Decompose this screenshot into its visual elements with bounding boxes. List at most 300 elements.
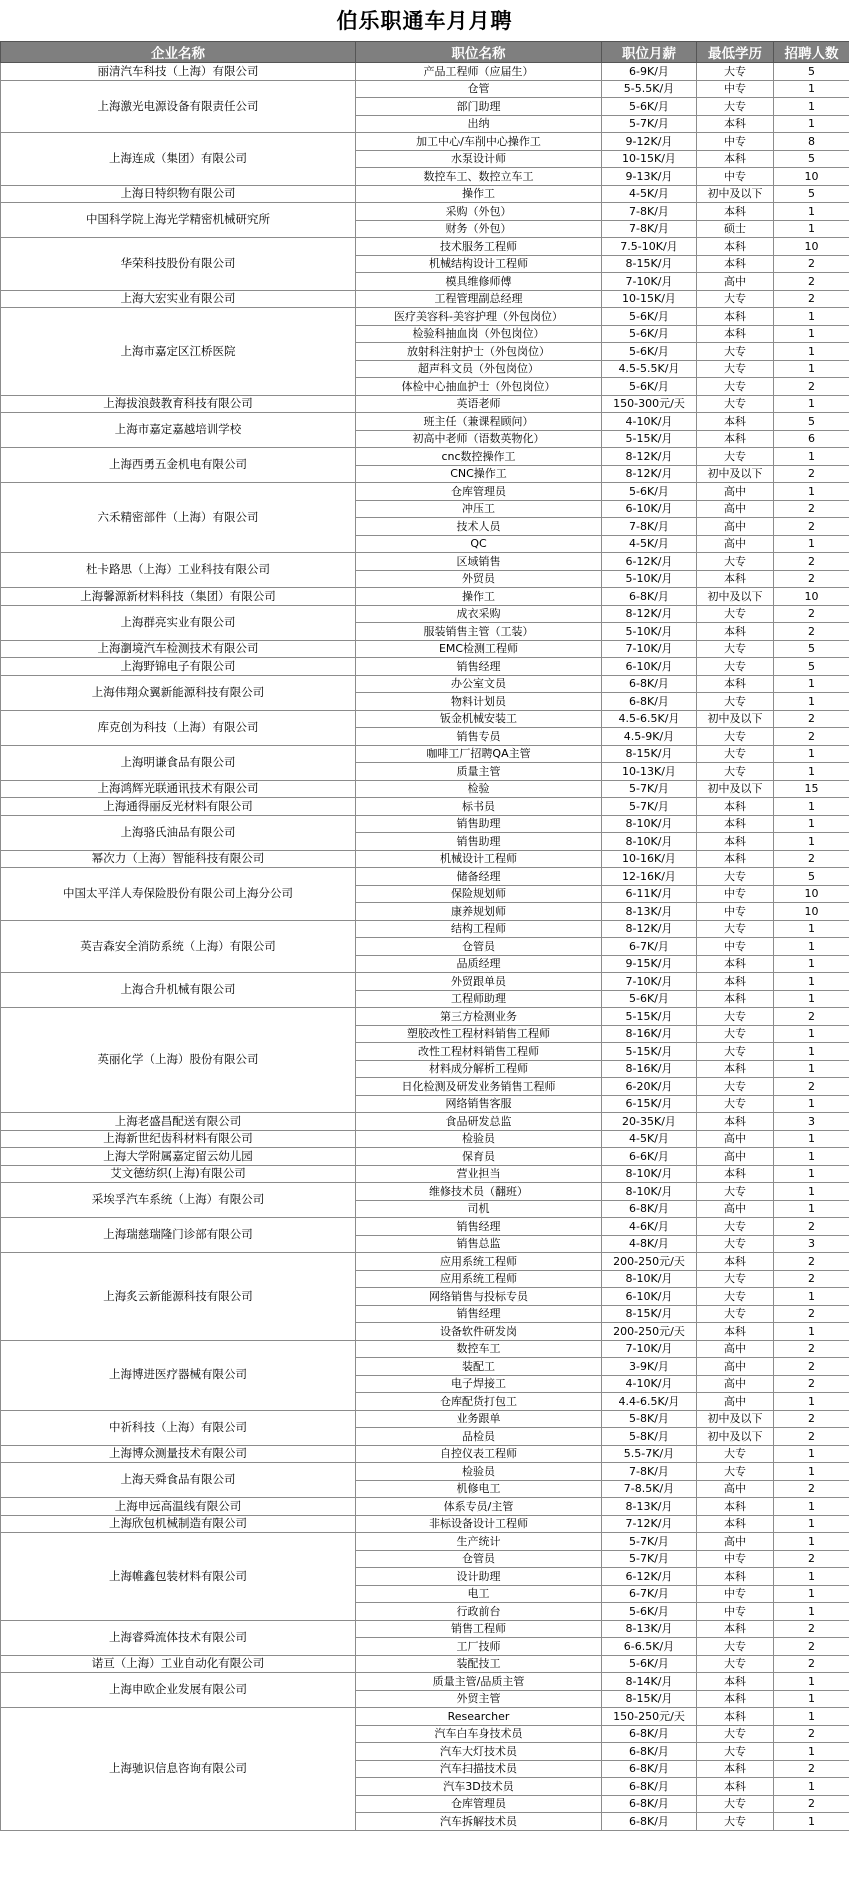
headcount-cell: 1 [774,973,849,991]
header-headcount: 招聘人数 [774,42,849,63]
education-cell: 本科 [697,1620,774,1638]
education-cell: 大专 [697,605,774,623]
company-cell: 上海骆氏油品有限公司 [1,815,356,850]
education-cell: 大专 [697,658,774,676]
education-cell: 大专 [697,1445,774,1463]
position-cell: 汽车拆解技术员 [356,1813,602,1831]
position-cell: 品质经理 [356,955,602,973]
position-cell: 外贸跟单员 [356,973,602,991]
position-cell: 外贸主管 [356,1690,602,1708]
salary-cell: 8-12K/月 [602,605,697,623]
company-cell: 英吉森安全消防系统（上海）有限公司 [1,920,356,973]
position-cell: 销售总监 [356,1235,602,1253]
position-cell: 区域销售 [356,553,602,571]
headcount-cell: 1 [774,1043,849,1061]
position-cell: 行政前台 [356,1603,602,1621]
headcount-cell: 1 [774,798,849,816]
position-cell: 英语老师 [356,395,602,413]
salary-cell: 5-6K/月 [602,1603,697,1621]
table-row [1,815,849,833]
salary-cell: 8-12K/月 [602,448,697,466]
company-cell: 上海西勇五金机电有限公司 [1,448,356,483]
headcount-cell: 1 [774,1130,849,1148]
salary-cell: 5-6K/月 [602,325,697,343]
header-education: 最低学历 [697,42,774,63]
education-cell: 高中 [697,518,774,536]
headcount-cell: 2 [774,255,849,273]
position-cell: 检验科抽血岗（外包岗位） [356,325,602,343]
salary-cell: 5-8K/月 [602,1428,697,1446]
company-cell: 上海市嘉定嘉越培训学校 [1,413,356,448]
education-cell: 硕士 [697,220,774,238]
education-cell: 初中及以下 [697,465,774,483]
salary-cell: 10-13K/月 [602,763,697,781]
headcount-cell: 2 [774,1008,849,1026]
headcount-cell: 2 [774,465,849,483]
education-cell: 大专 [697,1813,774,1831]
salary-cell: 6-20K/月 [602,1078,697,1096]
table-row [1,640,849,658]
headcount-cell: 5 [774,868,849,886]
headcount-cell: 10 [774,238,849,256]
headcount-cell: 1 [774,1095,849,1113]
headcount-cell: 1 [774,675,849,693]
header-salary: 职位月薪 [602,42,697,63]
salary-cell: 200-250元/天 [602,1253,697,1271]
table-row [1,710,849,728]
salary-cell: 8-15K/月 [602,1305,697,1323]
salary-cell: 5-6K/月 [602,990,697,1008]
position-cell: 部门助理 [356,98,602,116]
headcount-cell: 3 [774,1113,849,1131]
headcount-cell: 1 [774,203,849,221]
salary-cell: 8-15K/月 [602,1690,697,1708]
headcount-cell: 1 [774,308,849,326]
headcount-cell: 2 [774,1480,849,1498]
headcount-cell: 1 [774,990,849,1008]
salary-cell: 5-15K/月 [602,1043,697,1061]
company-cell: 库克创为科技（上海）有限公司 [1,710,356,745]
salary-cell: 4-10K/月 [602,413,697,431]
salary-cell: 9-15K/月 [602,955,697,973]
education-cell: 中专 [697,938,774,956]
table-row [1,1515,849,1533]
salary-cell: 200-250元/天 [602,1323,697,1341]
headcount-cell: 1 [774,343,849,361]
table-row [1,1113,849,1131]
education-cell: 本科 [697,1165,774,1183]
education-cell: 大专 [697,378,774,396]
company-cell: 上海鸿辉光联通讯技术有限公司 [1,780,356,798]
education-cell: 大专 [697,1743,774,1761]
education-cell: 初中及以下 [697,185,774,203]
company-cell: 上海日特织物有限公司 [1,185,356,203]
salary-cell: 6-10K/月 [602,500,697,518]
headcount-cell: 2 [774,1375,849,1393]
headcount-cell: 1 [774,1288,849,1306]
education-cell: 大专 [697,1655,774,1673]
table-row [1,1620,849,1638]
education-cell: 中专 [697,80,774,98]
education-cell: 本科 [697,973,774,991]
position-cell: 财务（外包） [356,220,602,238]
company-cell: 采埃孚汽车系统（上海）有限公司 [1,1183,356,1218]
education-cell: 中专 [697,903,774,921]
education-cell: 大专 [697,553,774,571]
salary-cell: 6-8K/月 [602,1813,697,1831]
education-cell: 本科 [697,990,774,1008]
education-cell: 本科 [697,623,774,641]
position-cell: 非标设备设计工程师 [356,1515,602,1533]
education-cell: 高中 [697,1358,774,1376]
education-cell: 大专 [697,1305,774,1323]
education-cell: 本科 [697,1568,774,1586]
education-cell: 大专 [697,640,774,658]
headcount-cell: 1 [774,1515,849,1533]
company-cell: 丽清汽车科技（上海）有限公司 [1,63,356,81]
company-cell: 诺亘（上海）工业自动化有限公司 [1,1655,356,1673]
education-cell: 大专 [697,360,774,378]
headcount-cell: 2 [774,623,849,641]
position-cell: 检验员 [356,1463,602,1481]
education-cell: 大专 [697,343,774,361]
salary-cell: 6-8K/月 [602,1795,697,1813]
education-cell: 中专 [697,1585,774,1603]
position-cell: 水泵设计师 [356,150,602,168]
salary-cell: 8-12K/月 [602,920,697,938]
position-cell: 班主任（兼课程顾问） [356,413,602,431]
company-cell: 上海博众测量技术有限公司 [1,1445,356,1463]
position-cell: 维修技术员（翻班） [356,1183,602,1201]
position-cell: 网络销售客服 [356,1095,602,1113]
salary-cell: 7-10K/月 [602,273,697,291]
headcount-cell: 2 [774,1078,849,1096]
education-cell: 本科 [697,1498,774,1516]
headcount-cell: 1 [774,1673,849,1691]
salary-cell: 7-10K/月 [602,973,697,991]
headcount-cell: 2 [774,500,849,518]
headcount-cell: 2 [774,570,849,588]
headcount-cell: 1 [774,1060,849,1078]
company-cell: 上海连成（集团）有限公司 [1,133,356,186]
position-cell: 操作工 [356,185,602,203]
headcount-cell: 1 [774,395,849,413]
education-cell: 初中及以下 [697,710,774,728]
headcount-cell: 1 [774,1603,849,1621]
company-cell: 上海野锦电子有限公司 [1,658,356,676]
education-cell: 大专 [697,745,774,763]
table-row [1,1340,849,1358]
position-cell: 仓管员 [356,938,602,956]
position-cell: 工程管理副总经理 [356,290,602,308]
company-cell: 上海拔浪鼓教育科技有限公司 [1,395,356,413]
education-cell: 本科 [697,1778,774,1796]
education-cell: 中专 [697,168,774,186]
position-cell: 汽车3D技术员 [356,1778,602,1796]
headcount-cell: 2 [774,1620,849,1638]
headcount-cell: 1 [774,745,849,763]
education-cell: 大专 [697,1463,774,1481]
education-cell: 中专 [697,1550,774,1568]
position-cell: 电工 [356,1585,602,1603]
headcount-cell: 5 [774,413,849,431]
salary-cell: 6-8K/月 [602,675,697,693]
position-cell: 网络销售与投标专员 [356,1288,602,1306]
salary-cell: 6-8K/月 [602,1760,697,1778]
position-cell: 数控车工 [356,1340,602,1358]
position-cell: 工程师助理 [356,990,602,1008]
position-cell: 汽车大灯技术员 [356,1743,602,1761]
company-cell: 上海炙云新能源科技有限公司 [1,1253,356,1341]
headcount-cell: 2 [774,1305,849,1323]
position-cell: 设计助理 [356,1568,602,1586]
salary-cell: 4.5-5.5K/月 [602,360,697,378]
headcount-cell: 1 [774,938,849,956]
company-cell: 上海瑞慈瑞隆门诊部有限公司 [1,1218,356,1253]
headcount-cell: 1 [774,920,849,938]
headcount-cell: 2 [774,1218,849,1236]
company-cell: 英丽化学（上海）股份有限公司 [1,1008,356,1113]
salary-cell: 4.5-6.5K/月 [602,710,697,728]
position-cell: 机修电工 [356,1480,602,1498]
education-cell: 本科 [697,850,774,868]
position-cell: 模具维修师傅 [356,273,602,291]
table-body [1,63,849,1831]
education-cell: 本科 [697,430,774,448]
salary-cell: 3-9K/月 [602,1358,697,1376]
position-cell: 设备软件研发岗 [356,1323,602,1341]
table-row [1,63,849,81]
position-cell: 销售经理 [356,658,602,676]
table-row [1,290,849,308]
position-cell: Researcher [356,1708,602,1726]
education-cell: 本科 [697,570,774,588]
position-cell: 营业担当 [356,1165,602,1183]
position-cell: 汽车白车身技术员 [356,1725,602,1743]
headcount-cell: 2 [774,1253,849,1271]
education-cell: 本科 [697,203,774,221]
salary-cell: 8-15K/月 [602,745,697,763]
headcount-cell: 1 [774,98,849,116]
position-cell: 改性工程材料销售工程师 [356,1043,602,1061]
salary-cell: 8-12K/月 [602,465,697,483]
salary-cell: 7-8K/月 [602,203,697,221]
headcount-cell: 1 [774,448,849,466]
salary-cell: 6-15K/月 [602,1095,697,1113]
headcount-cell: 1 [774,1498,849,1516]
position-cell: 放射科注射护士（外包岗位） [356,343,602,361]
table-row [1,238,849,256]
education-cell: 大专 [697,763,774,781]
position-cell: 日化检测及研发业务销售工程师 [356,1078,602,1096]
headcount-cell: 1 [774,1813,849,1831]
company-cell: 上海通得丽反光材料有限公司 [1,798,356,816]
table-row [1,553,849,571]
education-cell: 本科 [697,115,774,133]
education-cell: 初中及以下 [697,1410,774,1428]
education-cell: 大专 [697,1183,774,1201]
position-cell: 自控仪表工程师 [356,1445,602,1463]
education-cell: 本科 [697,955,774,973]
job-table [0,41,849,1831]
salary-cell: 8-10K/月 [602,833,697,851]
headcount-cell: 1 [774,1708,849,1726]
salary-cell: 5-6K/月 [602,308,697,326]
headcount-cell: 2 [774,1655,849,1673]
table-row [1,1253,849,1271]
salary-cell: 5-15K/月 [602,430,697,448]
position-cell: 检验 [356,780,602,798]
salary-cell: 8-10K/月 [602,1165,697,1183]
position-cell: 数控车工、数控立车工 [356,168,602,186]
salary-cell: 8-10K/月 [602,815,697,833]
headcount-cell: 1 [774,833,849,851]
education-cell: 大专 [697,1078,774,1096]
position-cell: 体系专员/主管 [356,1498,602,1516]
table-row [1,1463,849,1481]
headcount-cell: 8 [774,133,849,151]
position-cell: 机械结构设计工程师 [356,255,602,273]
headcount-cell: 1 [774,483,849,501]
salary-cell: 6-7K/月 [602,1585,697,1603]
headcount-cell: 1 [774,1778,849,1796]
salary-cell: 10-15K/月 [602,290,697,308]
salary-cell: 4-8K/月 [602,1235,697,1253]
headcount-cell: 2 [774,553,849,571]
salary-cell: 7-8K/月 [602,1463,697,1481]
company-cell: 上海大学附属嘉定留云幼儿园 [1,1148,356,1166]
education-cell: 高中 [697,535,774,553]
table-row [1,1445,849,1463]
headcount-cell: 2 [774,1410,849,1428]
education-cell: 大专 [697,98,774,116]
education-cell: 大专 [697,1270,774,1288]
position-cell: 仓库配货打包工 [356,1393,602,1411]
education-cell: 大专 [697,1043,774,1061]
education-cell: 本科 [697,1515,774,1533]
position-cell: 质量主管 [356,763,602,781]
salary-cell: 4.5-9K/月 [602,728,697,746]
position-cell: 检验员 [356,1130,602,1148]
position-cell: 装配工 [356,1358,602,1376]
salary-cell: 5-7K/月 [602,1533,697,1551]
salary-cell: 5-10K/月 [602,623,697,641]
salary-cell: 5-7K/月 [602,798,697,816]
education-cell: 本科 [697,1060,774,1078]
position-cell: 加工中心/车削中心操作工 [356,133,602,151]
table-row [1,658,849,676]
company-cell: 上海申欧企业发展有限公司 [1,1673,356,1708]
education-cell: 本科 [697,1253,774,1271]
salary-cell: 9-13K/月 [602,168,697,186]
headcount-cell: 5 [774,640,849,658]
salary-cell: 5-10K/月 [602,570,697,588]
headcount-cell: 3 [774,1235,849,1253]
headcount-cell: 5 [774,150,849,168]
company-cell: 上海群亮实业有限公司 [1,605,356,640]
table-row [1,1410,849,1428]
position-cell: 应用系统工程师 [356,1253,602,1271]
salary-cell: 6-8K/月 [602,1778,697,1796]
position-cell: 初高中老师（语数英物化） [356,430,602,448]
salary-cell: 7-10K/月 [602,640,697,658]
salary-cell: 6-6.5K/月 [602,1638,697,1656]
position-cell: 销售经理 [356,1305,602,1323]
headcount-cell: 1 [774,80,849,98]
education-cell: 本科 [697,833,774,851]
position-cell: 装配技工 [356,1655,602,1673]
table-row [1,413,849,431]
table-row [1,1708,849,1726]
table-header-row [1,42,849,63]
education-cell: 本科 [697,255,774,273]
education-cell: 大专 [697,728,774,746]
education-cell: 本科 [697,1323,774,1341]
education-cell: 高中 [697,1375,774,1393]
salary-cell: 10-16K/月 [602,850,697,868]
headcount-cell: 2 [774,378,849,396]
salary-cell: 7-12K/月 [602,1515,697,1533]
table-row [1,850,849,868]
position-cell: 钣金机械安装工 [356,710,602,728]
headcount-cell: 10 [774,168,849,186]
education-cell: 本科 [697,1760,774,1778]
headcount-cell: 2 [774,850,849,868]
headcount-cell: 2 [774,605,849,623]
salary-cell: 8-13K/月 [602,1498,697,1516]
salary-cell: 8-16K/月 [602,1025,697,1043]
salary-cell: 8-13K/月 [602,1620,697,1638]
education-cell: 高中 [697,500,774,518]
education-cell: 中专 [697,885,774,903]
headcount-cell: 1 [774,815,849,833]
education-cell: 本科 [697,238,774,256]
headcount-cell: 2 [774,1428,849,1446]
table-row [1,395,849,413]
salary-cell: 7.5-10K/月 [602,238,697,256]
education-cell: 大专 [697,1795,774,1813]
salary-cell: 5-6K/月 [602,378,697,396]
education-cell: 大专 [697,1025,774,1043]
headcount-cell: 10 [774,885,849,903]
position-cell: 塑胶改性工程材料销售工程师 [356,1025,602,1043]
position-cell: 保险规划师 [356,885,602,903]
salary-cell: 8-14K/月 [602,1673,697,1691]
headcount-cell: 6 [774,430,849,448]
salary-cell: 6-8K/月 [602,1200,697,1218]
table-row [1,605,849,623]
salary-cell: 5-5.5K/月 [602,80,697,98]
salary-cell: 7-8K/月 [602,518,697,536]
education-cell: 大专 [697,920,774,938]
salary-cell: 6-10K/月 [602,658,697,676]
position-cell: 食品研发总监 [356,1113,602,1131]
education-cell: 大专 [697,868,774,886]
company-cell: 上海瀏境汽车检测技术有限公司 [1,640,356,658]
table-row [1,1655,849,1673]
headcount-cell: 1 [774,115,849,133]
education-cell: 大专 [697,63,774,81]
position-cell: 操作工 [356,588,602,606]
position-cell: 成衣采购 [356,605,602,623]
table-row [1,1008,849,1026]
table-row [1,780,849,798]
headcount-cell: 1 [774,220,849,238]
salary-cell: 5-6K/月 [602,343,697,361]
headcount-cell: 1 [774,955,849,973]
position-cell: 仓库管理员 [356,1795,602,1813]
position-cell: 外贸员 [356,570,602,588]
